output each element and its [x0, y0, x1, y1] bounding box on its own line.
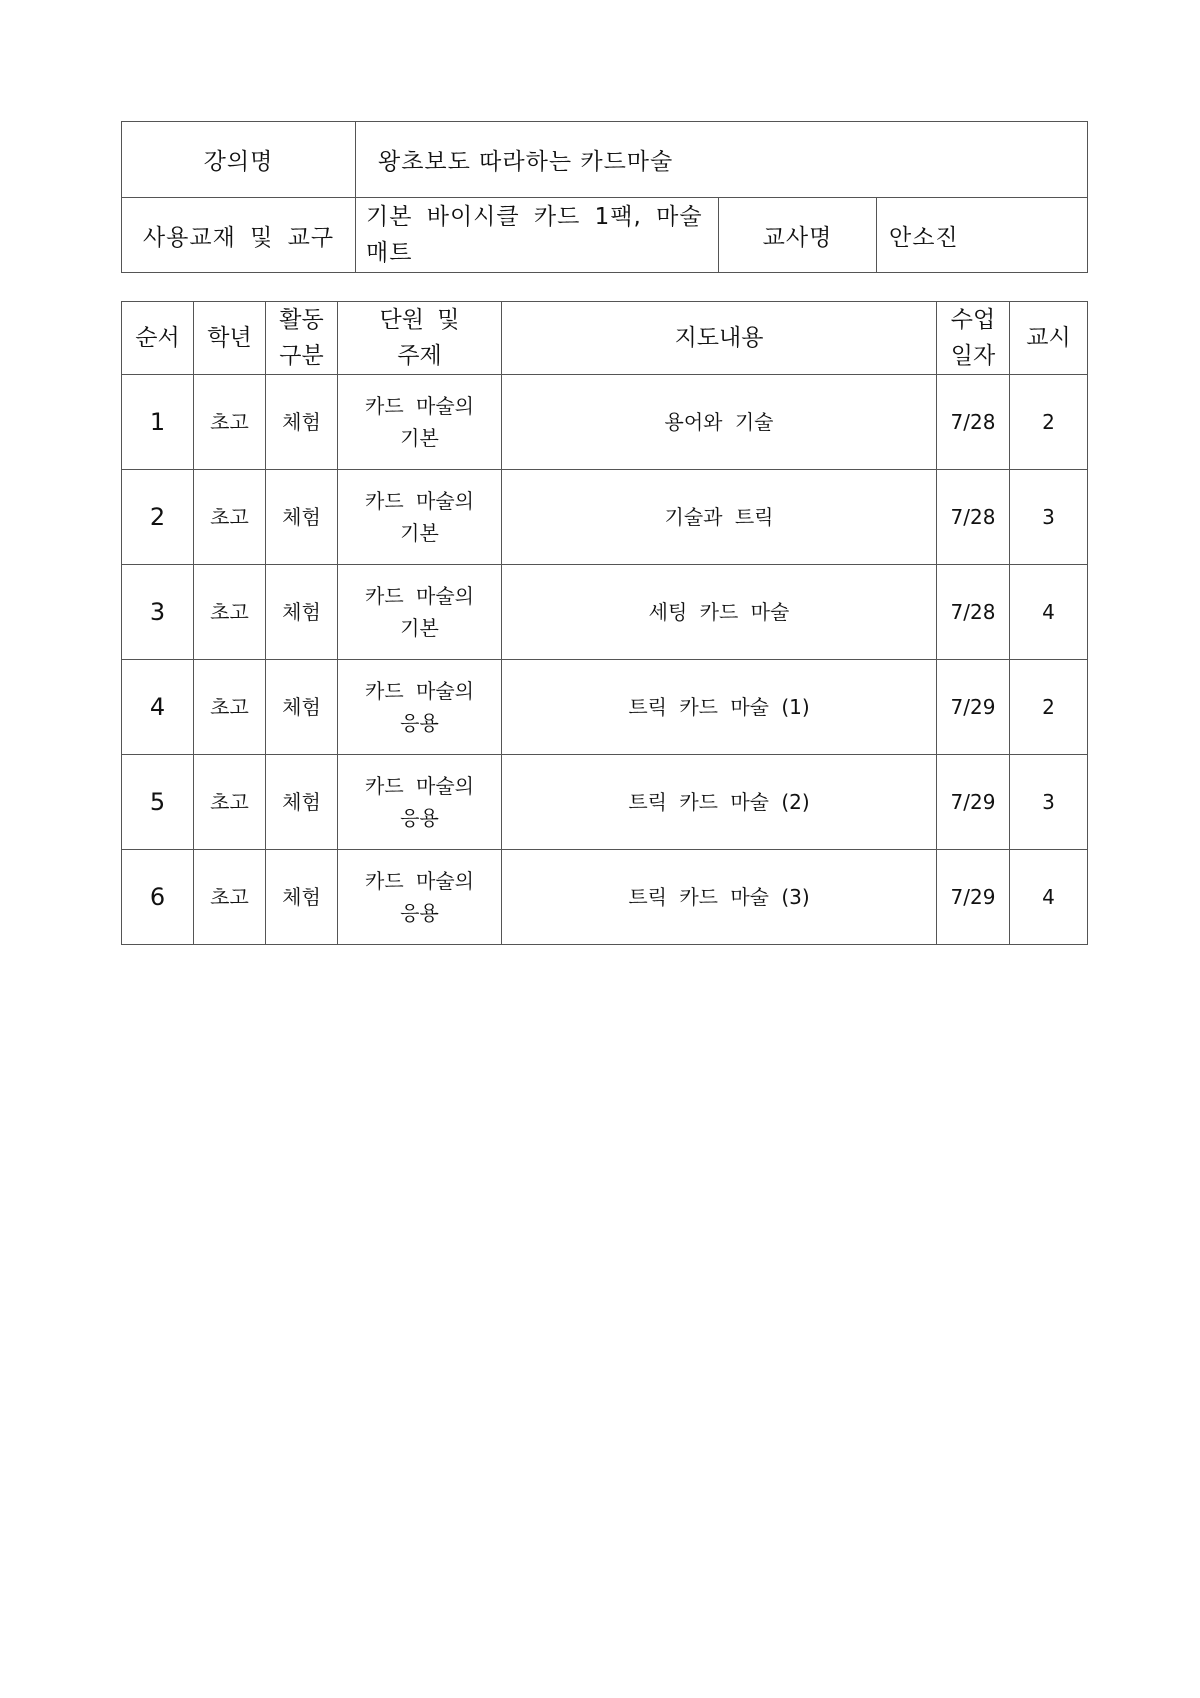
row-grade: 초고 [194, 375, 266, 470]
row-date: 7/29 [937, 850, 1010, 945]
row-content: 트릭 카드 마술 (1) [502, 660, 937, 755]
row-period: 4 [1010, 565, 1088, 660]
table-row [122, 565, 1088, 660]
header-content: 지도내용 [502, 302, 937, 375]
row-date: 7/29 [937, 755, 1010, 850]
header-seq: 순서 [122, 302, 194, 375]
row-unit: 카드 마술의 기본 [365, 394, 474, 450]
row-activity: 체험 [266, 375, 338, 470]
row-activity: 체험 [266, 660, 338, 755]
row-period: 4 [1010, 850, 1088, 945]
row-content: 세팅 카드 마술 [502, 565, 937, 660]
teacher-label: 교사명 [719, 198, 877, 273]
row-seq: 2 [122, 470, 194, 565]
row-seq: 4 [122, 660, 194, 755]
row-date: 7/28 [937, 375, 1010, 470]
row-unit-cell [338, 660, 502, 755]
row-period: 3 [1010, 755, 1088, 850]
row-seq: 6 [122, 850, 194, 945]
schedule-header-row [122, 302, 1088, 375]
row-activity: 체험 [266, 850, 338, 945]
row-unit-cell [338, 755, 502, 850]
row-date: 7/28 [937, 470, 1010, 565]
header-unit: 단원 및 주제 [379, 307, 460, 369]
row-grade: 초고 [194, 470, 266, 565]
row-content: 기술과 트릭 [502, 470, 937, 565]
row-unit: 카드 마술의 응용 [365, 774, 474, 830]
table-row [122, 660, 1088, 755]
row-unit: 카드 마술의 기본 [365, 584, 474, 640]
row-activity: 체험 [266, 755, 338, 850]
row-grade: 초고 [194, 565, 266, 660]
row-unit: 카드 마술의 응용 [365, 679, 474, 735]
row-unit: 카드 마술의 응용 [365, 869, 474, 925]
table-row [122, 755, 1088, 850]
table-row [122, 470, 1088, 565]
header-date: 수업 일자 [950, 307, 996, 369]
header-grade: 학년 [194, 302, 266, 375]
row-unit-cell [338, 470, 502, 565]
row-grade: 초고 [194, 850, 266, 945]
row-date: 7/28 [937, 565, 1010, 660]
header-date-cell [937, 302, 1010, 375]
table-row [122, 375, 1088, 470]
row-unit-cell [338, 565, 502, 660]
teacher-value: 안소진 [877, 198, 1088, 273]
row-seq: 1 [122, 375, 194, 470]
row-content: 트릭 카드 마술 (3) [502, 850, 937, 945]
row-period: 2 [1010, 660, 1088, 755]
header-period: 교시 [1010, 302, 1088, 375]
row-unit: 카드 마술의 기본 [365, 489, 474, 545]
row-period: 2 [1010, 375, 1088, 470]
course-name-label: 강의명 [122, 122, 356, 198]
row-unit-cell [338, 850, 502, 945]
row-period: 3 [1010, 470, 1088, 565]
row-grade: 초고 [194, 755, 266, 850]
materials-row [122, 198, 1088, 273]
materials-value: 기본 바이시클 카드 1팩, 마술 매트 [356, 198, 719, 273]
header-activity-cell [266, 302, 338, 375]
header-activity: 활동 구분 [279, 307, 324, 369]
table-row [122, 850, 1088, 945]
row-unit-cell [338, 375, 502, 470]
course-name-row [122, 122, 1088, 198]
row-content: 용어와 기술 [502, 375, 937, 470]
row-activity: 체험 [266, 565, 338, 660]
row-grade: 초고 [194, 660, 266, 755]
materials-label: 사용교재 및 교구 [122, 198, 356, 273]
header-unit-cell [338, 302, 502, 375]
lesson-schedule-table [121, 301, 1088, 945]
schedule-body [122, 375, 1088, 945]
row-content: 트릭 카드 마술 (2) [502, 755, 937, 850]
row-seq: 5 [122, 755, 194, 850]
course-info-table [121, 121, 1088, 273]
row-activity: 체험 [266, 470, 338, 565]
course-name-value: 왕초보도 따라하는 카드마술 [356, 122, 1088, 198]
row-date: 7/29 [937, 660, 1010, 755]
row-seq: 3 [122, 565, 194, 660]
